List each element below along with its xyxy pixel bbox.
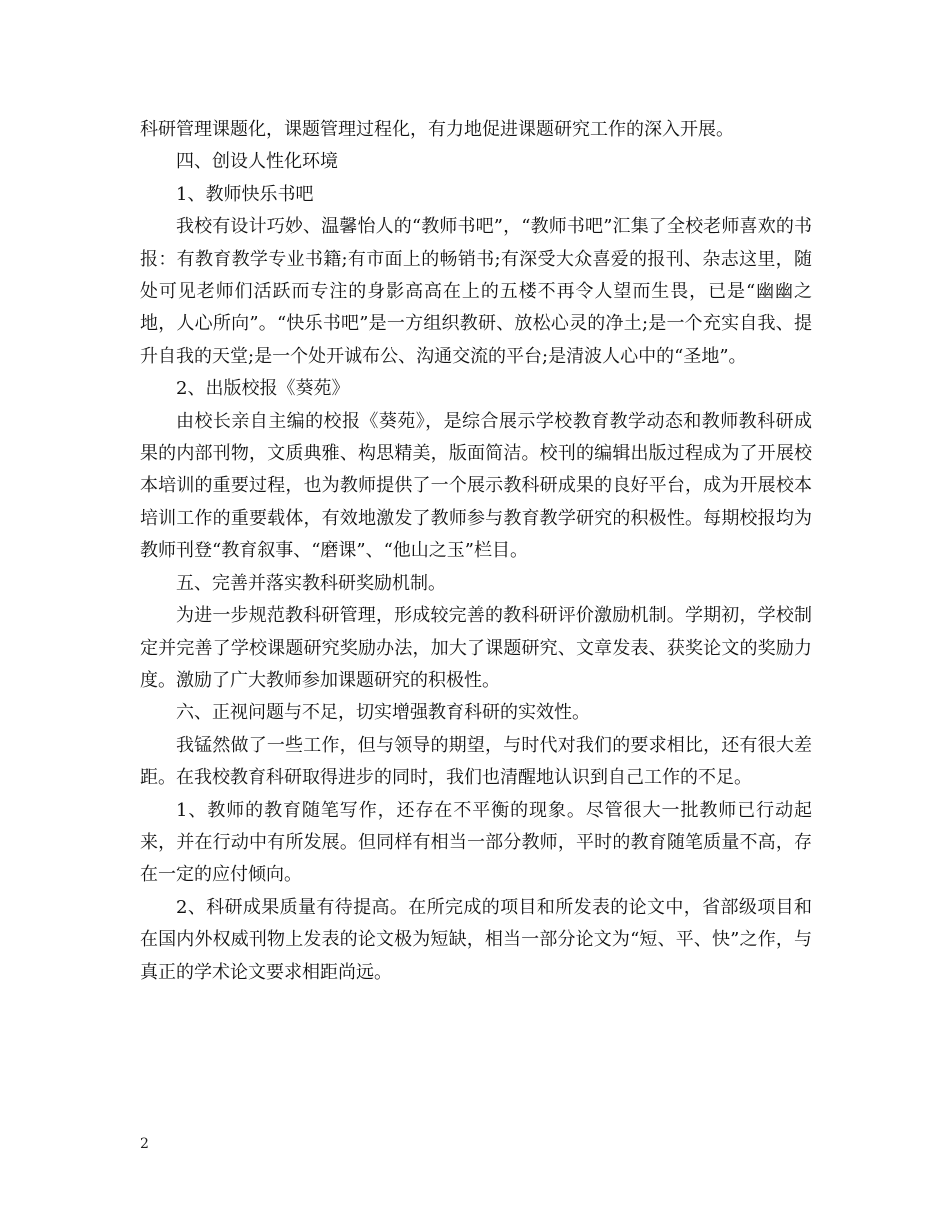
paragraph-problem-2: 2、科研成果质量有待提高。在所完成的项目和所发表的论文中，省部级项目和在国内外权威刊物上发表的论文极为短缺，相当一部分论文为“短、平、快”之作，与真正的学术论文要求相距尚远。	[140, 896, 812, 983]
subheading-teacher-book-bar: 1、教师快乐书吧	[176, 183, 314, 205]
section-heading-4: 四、创设人性化环境	[176, 151, 338, 173]
paragraph-reward-mechanism: 为进一步规范教科研管理，形成较完善的教科研评价激励机制。学期初，学校制定并完善了学校课题研究奖励办法，加大了课题研究、文章发表、获奖论文的奖励力度。激励了广大教师参加课题研究的积极性。	[140, 605, 812, 691]
page-number: 2	[140, 1136, 149, 1152]
paragraph-problem-1: 1、教师的教育随笔写作，还存在不平衡的现象。尽管很大一批教师已行动起来，并在行动中有所发展。但同样有相当一部分教师，平时的教育随笔质量不高，存在一定的应付倾向。	[140, 799, 812, 886]
paragraph-problems-intro: 我锰然做了一些工作，但与领导的期望，与时代对我们的要求相比，还有很大差距。在我校教育科研取得进步的同时，我们也清醒地认识到自己工作的不足。	[140, 734, 812, 789]
section-heading-6: 六、正视问题与不足，切实增强教育科研的实效性。	[176, 702, 590, 724]
paragraph-school-newspaper: 由校长亲自主编的校报《葵苑》，是综合展示学校教育教学动态和教师教科研成果的内部刊物，文质典雅、构思精美，版面简洁。校刊的编辑出版过程成为了开展校本培训的重要过程，也为教师提供了一个展示教科研成果的良好平台，成为开展校本培训工作的重要载体，有效地激发了教师参与教育教学研究的积极性。每期校报均为教师刊登“教育叙事、“磨课”、“他山之玉”栏目。	[140, 410, 812, 562]
document-body	[140, 114, 812, 989]
subheading-school-newspaper: 2、出版校报《葵苑》	[176, 378, 350, 400]
paragraph-continuation: 科研管理课题化，课题管理过程化，有力地促进课题研究工作的深入开展。	[140, 119, 734, 140]
section-heading-5: 五、完善并落实教科研奖励机制。	[176, 572, 446, 594]
paragraph-book-bar: 我校有设计巧妙、温馨怡人的“教师书吧”，“教师书吧”汇集了全校老师喜欢的书报：有教育教学专业书籍;有市面上的畅销书;有深受大众喜爱的报刊、杂志这里，随处可见老师们活跃而专注的身影高高在上的五楼不再令人望而生畏，已是“幽幽之地，人心所向”。“快乐书吧”是一方组织教研、放松心灵的净土;是一个充实自我、提升自我的天堂;是一个处开诚布公、沟通交流的平台;是清波人心中的“圣地”。	[140, 216, 812, 367]
